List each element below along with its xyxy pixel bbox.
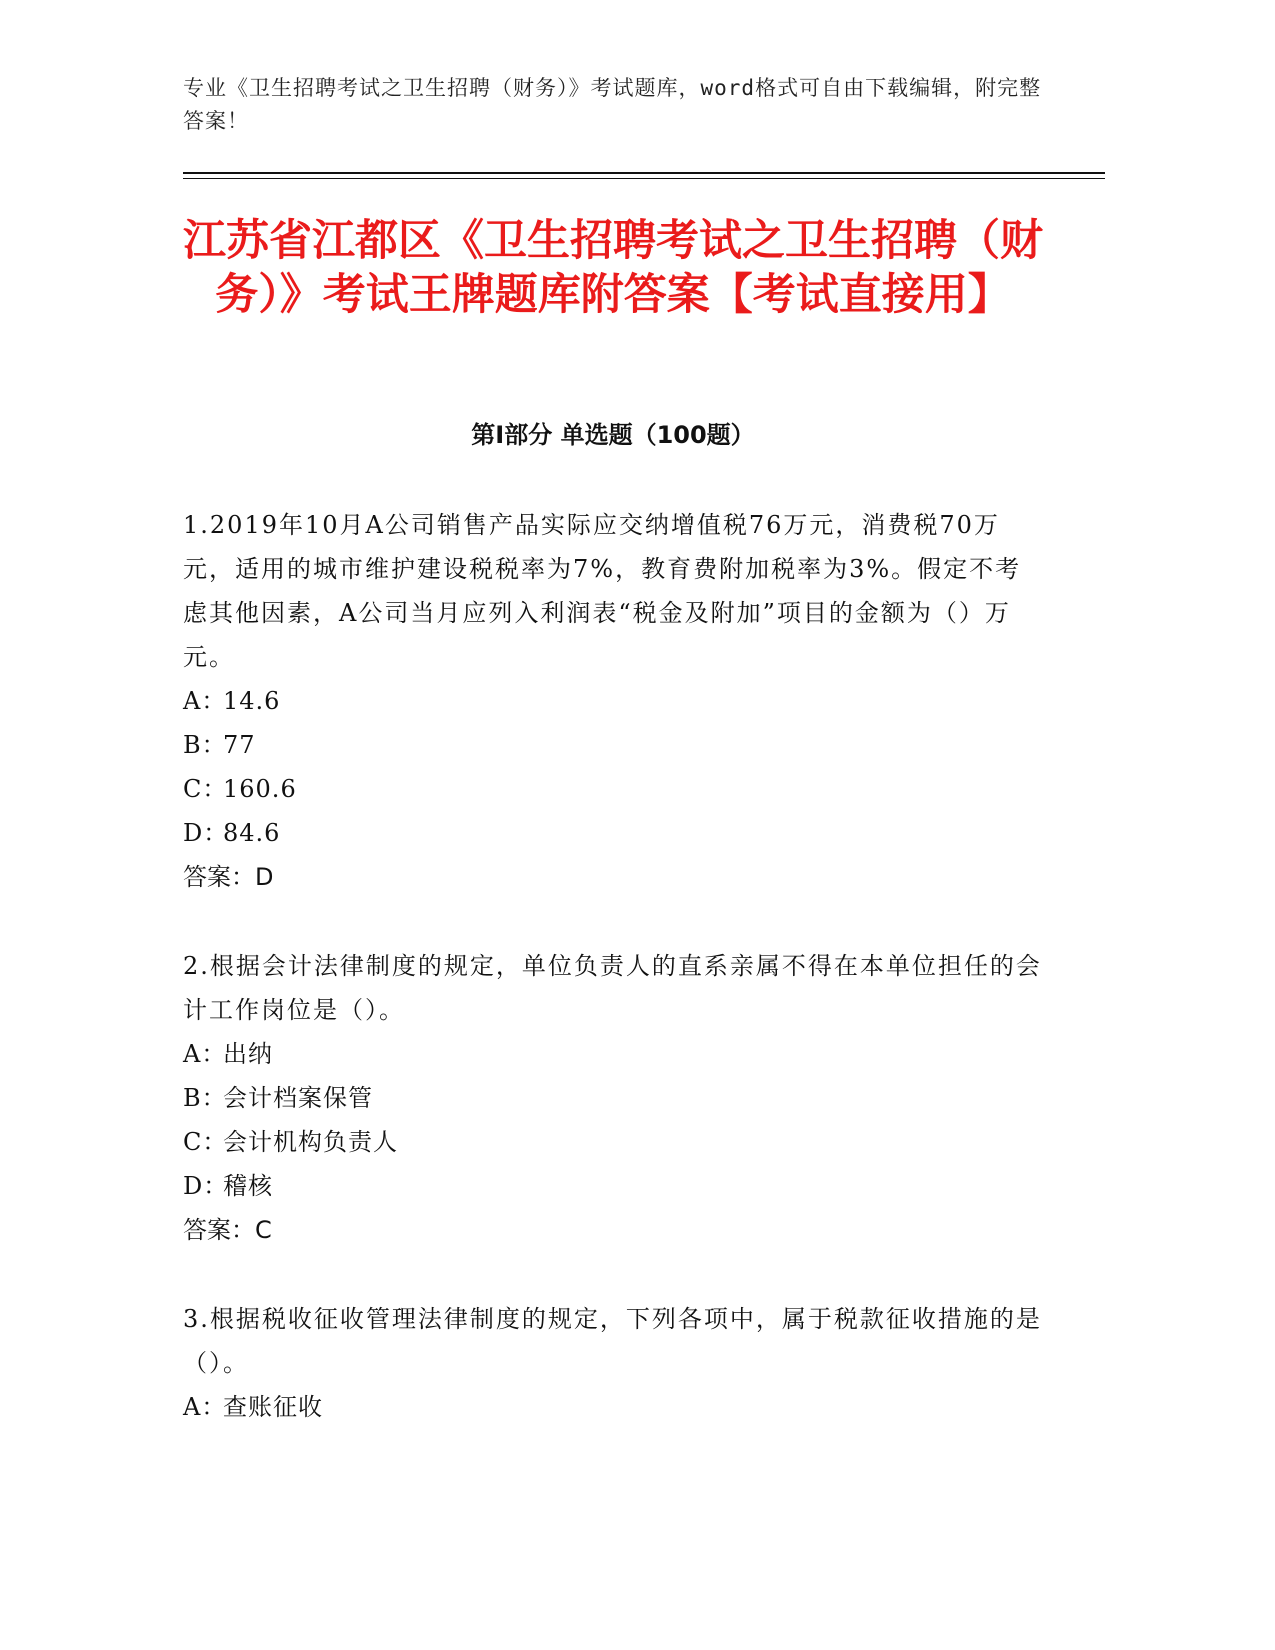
- option-d: [183, 811, 1043, 855]
- option-letter: D：: [183, 819, 229, 847]
- option-letter: B：: [183, 731, 227, 759]
- option-text: 出纳: [223, 1040, 273, 1068]
- option-letter: A：: [183, 687, 227, 715]
- option-letter: D：: [183, 1172, 229, 1200]
- option-c: [183, 767, 1043, 811]
- option-letter: A：: [183, 1393, 227, 1421]
- option-c: [183, 1120, 1043, 1164]
- header-note: 专业《卫生招聘考试之卫生招聘（财务）》考试题库，word格式可自由下载编辑，附完整答案！: [183, 76, 1042, 133]
- document-title: 江苏省江都区《卫生招聘考试之卫生招聘（财务）》考试王牌题库附答案【考试直接用】: [183, 216, 1043, 320]
- option-text: 会计机构负责人: [223, 1128, 398, 1156]
- option-text: 查账征收: [223, 1393, 323, 1421]
- option-a: [183, 1385, 1043, 1429]
- option-text: 77: [223, 731, 256, 759]
- question-stem: 2.根据会计法律制度的规定，单位负责人的直系亲属不得在本单位担任的会计工作岗位是（）。: [183, 952, 1042, 1024]
- option-text: 会计档案保管: [223, 1084, 373, 1112]
- question-stem: 1.2019年10月A公司销售产品实际应交纳增值税76万元，消费税70万元，适用的城市维护建设税税率为7%，教育费附加税率为3%。假定不考虑其他因素，A公司当月应列入利润表“税金及附加”项目的金额为（）万元。: [183, 511, 1022, 671]
- question-3: [183, 1297, 1043, 1429]
- section-heading: 第Ⅰ部分 单选题（100题）: [471, 421, 755, 449]
- option-text: 14.6: [223, 687, 281, 715]
- answer-line: 答案：C: [183, 1216, 272, 1244]
- header-divider-thick: [183, 172, 1105, 174]
- option-text: 84.6: [223, 819, 281, 847]
- option-d: [183, 1164, 1043, 1208]
- option-b: [183, 723, 1043, 767]
- option-text: 160.6: [223, 775, 297, 803]
- question-2: [183, 944, 1043, 1252]
- option-a: [183, 1032, 1043, 1076]
- question-1: [183, 503, 1043, 899]
- option-letter: A：: [183, 1040, 227, 1068]
- option-a: [183, 679, 1043, 723]
- option-letter: C：: [183, 775, 228, 803]
- answer-line: 答案：D: [183, 863, 274, 891]
- header-divider-thin: [183, 178, 1105, 179]
- question-stem: 3.根据税收征收管理法律制度的规定，下列各项中，属于税款征收措施的是（）。: [183, 1305, 1042, 1377]
- option-letter: C：: [183, 1128, 228, 1156]
- option-b: [183, 1076, 1043, 1120]
- option-letter: B：: [183, 1084, 227, 1112]
- option-text: 稽核: [223, 1172, 273, 1200]
- question-list: [183, 503, 1043, 1474]
